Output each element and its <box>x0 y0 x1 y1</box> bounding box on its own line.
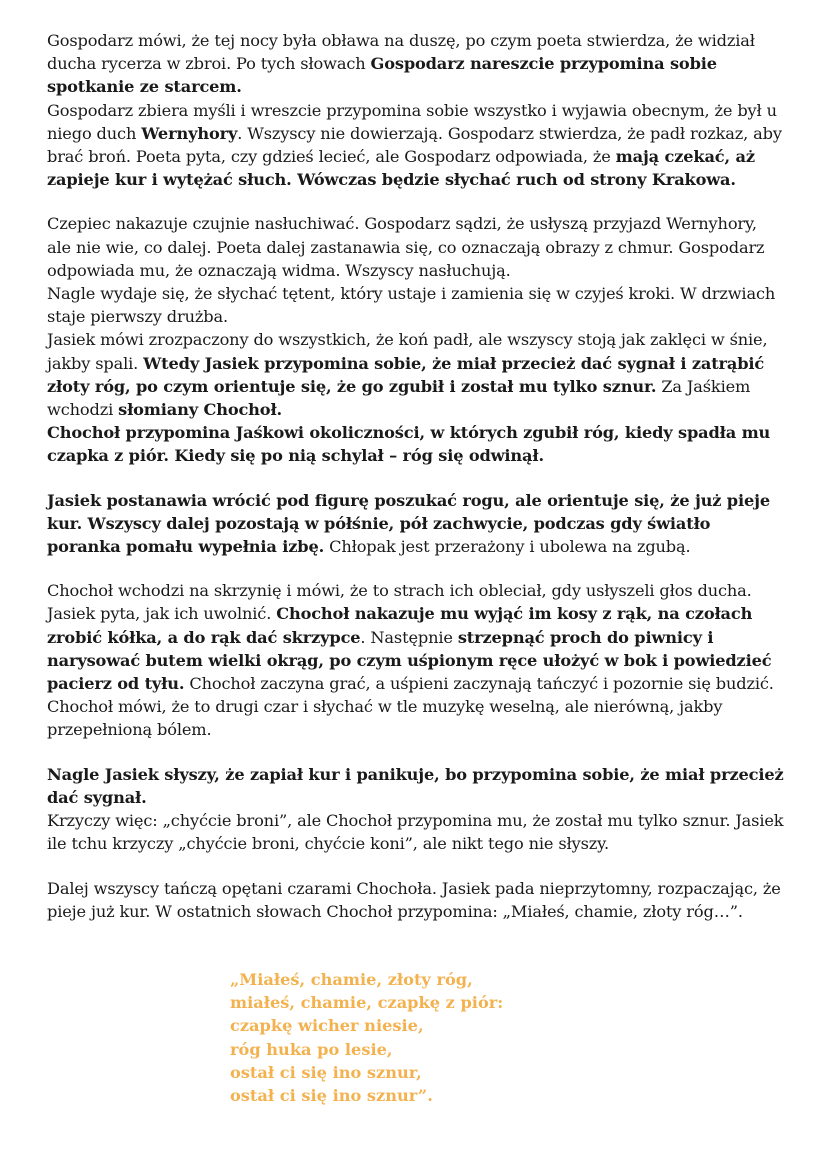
bold-text: Wernyhory <box>141 123 238 143</box>
bold-text: Wtedy Jasiek przypomina sobie, że miał przecież dać sygnał i zatrąbić złoty róg, po czym orientuje się, że go zgubił i został mu tylko sznur. <box>47 353 765 396</box>
bold-text: strzepnąć proch do piwnicy i narysować butem wielki okrąg, po czym uśpionym ręce ułożyć w bok i powiedzieć pacierz od tyłu. <box>47 627 772 694</box>
bold-text: mają czekać, aż zapieje kur i wytężać słuch. Wówczas będzie słychać ruch od strony Krakowa. <box>47 147 755 190</box>
text-run: Chochoł wchodzi na skrzynię i mówi, że to strach ich obleciał, gdy usłyszeli głos ducha. Jasiek pyta, jak ich uwolnić. <box>47 581 752 624</box>
paragraph <box>47 877 784 923</box>
paragraph <box>47 29 784 99</box>
paragraph <box>47 282 784 328</box>
text-run: Jasiek mówi zrozpaczony do wszystkich, że koń padł, ale wszyscy stoją jak zaklęci w śnie, jakby spali. <box>47 330 768 373</box>
poem-line: ostał ci się ino sznur”. <box>230 1086 433 1106</box>
bold-text: Gospodarz nareszcie przypomina sobie spotkanie ze starcem. <box>47 54 717 97</box>
text-run: Chochoł zaczyna grać, a uśpieni zaczynają tańczyć i pozornie się budzić. <box>184 674 774 694</box>
text-run: Czepiec nakazuje czujnie nasłuchiwać. Gospodarz sądzi, że usłyszą przyjazd Wernyhory, ale nie wie, co dalej. Poeta dalej zastanawia się, co oznaczają obrazy z chmur. Gospodarz odpowiada mu, że oznaczają widma. Wszyscy nasłuchują. <box>47 214 765 280</box>
text-run: Nagle wydaje się, że słychać tętent, który ustaje i zamienia się w czyjeś kroki. W drzwiach staje pierwszy drużba. <box>47 284 776 327</box>
poem-line: ostał ci się ino sznur, <box>230 1062 422 1082</box>
paragraph <box>47 489 784 559</box>
bold-text: Nagle Jasiek słyszy, że zapiał kur i panikuje, bo przypomina sobie, że miał przecież dać sygnał. <box>47 764 784 807</box>
paragraph <box>47 328 784 421</box>
bold-text: Chochoł przypomina Jaśkowi okoliczności, w których zgubił róg, kiedy spadła mu czapka z piór. Kiedy się po nią schylał – róg się odwinął. <box>47 423 771 466</box>
poem-line: „Miałeś, chamie, złoty róg, <box>230 970 473 989</box>
text-run: Gospodarz zbiera myśli i wreszcie przypomina sobie wszystko i wyjawia obecnym, że był u niego duch <box>47 100 777 143</box>
text-run: Dalej wszyscy tańczą opętani czarami Chochoła. Jasiek pada nieprzytomny, rozpaczając, że pieje już kur. W ostatnich słowach Chochoł przypomina: „Miałeś, chamie, złoty róg…”. <box>47 878 781 921</box>
poem-line: miałeś, chamie, czapkę z piór: <box>230 993 504 1013</box>
text-run: . Następnie <box>360 627 458 647</box>
bold-text: Jasiek postanawia wrócić pod figurę poszukać rogu, ale orientuje się, że już pieje kur. Wszyscy dalej pozostają w półśnie, pół zachwycie, podczas gdy światło poranka pomału wypełnia izbę. <box>47 490 770 557</box>
text-run: Za Jaśkiem wchodzi <box>47 376 751 420</box>
paragraph <box>47 579 784 695</box>
paragraph <box>47 212 784 282</box>
paragraph <box>47 809 784 855</box>
paragraph <box>47 695 784 741</box>
paragraph <box>47 421 784 467</box>
text-run: Krzyczy więc: „chyćcie broni”, ale Chochoł przypomina mu, że został mu tylko sznur. Jasiek ile tchu krzyczy „chyćcie broni, chyćcie koni”, ale nikt tego nie słyszy. <box>47 811 784 854</box>
poem-line: róg huka po lesie, <box>230 1039 393 1059</box>
text-run: Gospodarz mówi, że tej nocy była obława na duszę, po czym poeta stwierdza, że widział ducha rycerza w zbroi. Po tych słowach <box>47 31 755 74</box>
poem-quote <box>230 968 503 1107</box>
bold-text: Chochoł nakazuje mu wyjąć im kosy z rąk, na czołach zrobić kółka, a do rąk dać skrzypce <box>47 604 753 647</box>
summary-text <box>47 29 784 923</box>
paragraph <box>47 99 784 192</box>
text-run: . Wszyscy nie dowierzają. Gospodarz stwierdza, że padł rozkaz, aby brać broń. Poeta pyta, czy gdzieś lecieć, ale Gospodarz odpowiada, że <box>47 123 782 167</box>
paragraph <box>47 763 784 809</box>
bold-text: słomiany Chochoł. <box>118 400 283 420</box>
poem-line: czapkę wicher niesie, <box>230 1016 424 1036</box>
text-run: Chłopak jest przerażony i ubolewa na zgubą. <box>324 537 691 557</box>
text-run: Chochoł mówi, że to drugi czar i słychać w tle muzykę weselną, ale nierówną, jakby przepełnioną bólem. <box>47 697 723 740</box>
